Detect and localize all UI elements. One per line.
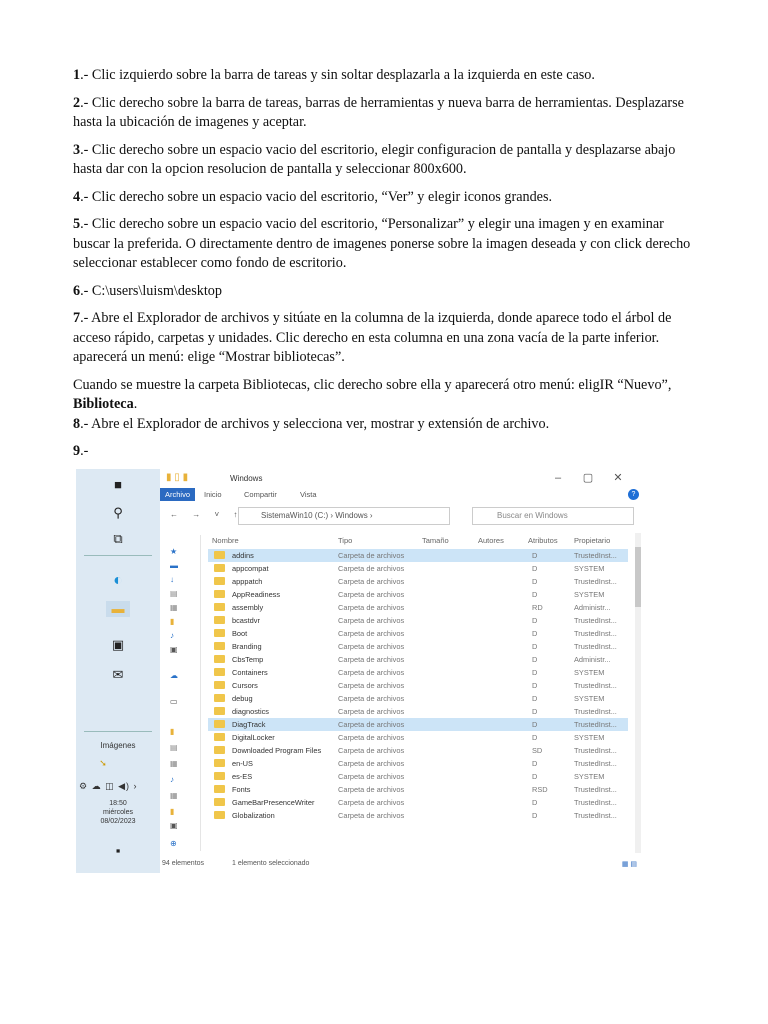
file-type: Carpeta de archivos — [338, 590, 405, 599]
folder-icon: ▮ ▯ ▮ — [166, 472, 189, 483]
file-row — [208, 575, 628, 588]
start-icon: ■ — [114, 477, 122, 492]
step-3 — [73, 141, 703, 180]
taskbar-divider — [84, 555, 152, 556]
notification-icon: ▪ — [115, 843, 121, 858]
tab-archivo: Archivo — [160, 488, 195, 501]
file-row — [208, 705, 628, 718]
vertical-scrollbar — [635, 533, 641, 853]
file-attributes: D — [532, 668, 538, 677]
file-list — [208, 549, 628, 822]
file-owner: TrustedInst... — [574, 616, 617, 625]
folder-icon — [214, 577, 225, 585]
folder-icon — [214, 590, 225, 598]
music-icon: ♪ — [170, 775, 174, 784]
folder-icon — [214, 629, 225, 637]
file-name: Downloaded Program Files — [232, 746, 322, 755]
file-owner: TrustedInst... — [574, 577, 617, 586]
folder-icon — [214, 707, 225, 715]
file-row — [208, 679, 628, 692]
file-attributes: D — [532, 759, 538, 768]
file-attributes: D — [532, 590, 538, 599]
step-2 — [73, 94, 703, 133]
file-owner: SYSTEM — [574, 590, 605, 599]
file-name: assembly — [232, 603, 264, 612]
file-name: es-ES — [232, 772, 253, 781]
file-name: diagnostics — [232, 707, 269, 716]
file-name: en-US — [232, 759, 253, 768]
step-7 — [73, 309, 703, 368]
step-number: 1 — [73, 67, 81, 83]
documents-icon: ▤ — [170, 743, 178, 752]
navigation-pane — [160, 535, 201, 851]
scrollbar-thumb — [635, 547, 641, 607]
note-bold: Biblioteca — [73, 396, 134, 412]
file-owner: TrustedInst... — [574, 720, 617, 729]
minimize-icon: – — [554, 472, 562, 484]
file-owner: TrustedInst... — [574, 642, 617, 651]
file-name: addins — [232, 551, 254, 560]
edge-icon: ◐ — [113, 572, 123, 589]
task-view-icon: ⧉ — [113, 531, 123, 546]
file-type: Carpeta de archivos — [338, 811, 405, 820]
file-type: Carpeta de archivos — [338, 551, 405, 560]
file-attributes: RSD — [532, 785, 548, 794]
file-row — [208, 731, 628, 744]
file-attributes: D — [532, 733, 538, 742]
folder-icon — [214, 759, 225, 767]
ribbon-tabs — [160, 487, 643, 503]
close-icon: ✕ — [613, 472, 623, 484]
step-number: 2 — [73, 94, 81, 111]
file-row — [208, 757, 628, 770]
view-toggle-icon: ▦ ▤ — [621, 861, 637, 868]
file-row — [208, 809, 628, 822]
file-type: Carpeta de archivos — [338, 655, 405, 664]
help-icon: ? — [628, 489, 639, 500]
file-type: Carpeta de archivos — [338, 564, 405, 573]
nav-arrows-icon: ← → ˅ ↑ — [170, 510, 244, 519]
step-text: .- Clic derecho sobre la barra de tareas, barras de herramientas y nueva barra de herramientas. Desplazarse hasta la ubicación de imagenes y aceptar. — [73, 94, 684, 130]
search-icon: ⚲ — [113, 505, 123, 520]
window-controls — [543, 471, 633, 484]
file-row — [208, 744, 628, 757]
file-owner: TrustedInst... — [574, 551, 617, 560]
step-number: 6 — [73, 282, 81, 299]
clock-date: 08/02/2023 — [100, 818, 136, 825]
file-type: Carpeta de archivos — [338, 694, 405, 703]
file-type: Carpeta de archivos — [338, 759, 405, 768]
file-type: Carpeta de archivos — [338, 785, 405, 794]
file-name: Globalization — [232, 811, 275, 820]
file-attributes: D — [532, 551, 538, 560]
file-name: Containers — [232, 668, 268, 677]
folder-icon — [214, 564, 225, 572]
note-end: . — [133, 396, 138, 412]
store-icon: ▣ — [111, 637, 125, 652]
step-9 — [73, 442, 703, 462]
column-header-type: Tipo — [338, 536, 353, 545]
file-attributes: D — [532, 694, 538, 703]
file-type: Carpeta de archivos — [338, 681, 405, 690]
clock-day: miércoles — [103, 809, 133, 816]
document-body — [73, 66, 703, 470]
folder-icon — [214, 733, 225, 741]
file-owner: SYSTEM — [574, 733, 605, 742]
file-attributes: SD — [532, 746, 543, 755]
pictures-icon: ▦ — [170, 603, 178, 612]
music-icon: ♪ — [170, 631, 174, 640]
taskbar-divider — [84, 731, 152, 732]
column-header-owner: Propietario — [574, 536, 611, 545]
step-text: .- — [80, 443, 89, 459]
file-row — [208, 666, 628, 679]
file-attributes: D — [532, 642, 538, 651]
step-number: 3 — [73, 141, 81, 158]
file-owner: TrustedInst... — [574, 746, 617, 755]
file-owner: Administr... — [574, 603, 611, 612]
file-owner: TrustedInst... — [574, 681, 617, 690]
step-number: 9 — [73, 443, 81, 459]
file-attributes: D — [532, 707, 538, 716]
file-owner: SYSTEM — [574, 694, 605, 703]
file-owner: Administr... — [574, 655, 611, 664]
column-headers — [208, 533, 628, 547]
column-header-attributes: Atributos — [528, 536, 558, 545]
step-number: 8 — [73, 415, 81, 432]
step-text: .- Clic derecho sobre un espacio vacio del escritorio, “Personalizar” y elegir una imagen y en examinar buscar la preferida. O directamente dentro de imagenes ponerse sobre la imagen deseada y con click derecho seleccionar establecer como fondo de escritorio. — [73, 216, 691, 271]
address-bar — [238, 507, 450, 525]
file-name: apppatch — [232, 577, 263, 586]
libraries-icon: ▮ — [170, 727, 175, 736]
folder-icon — [214, 694, 225, 702]
file-attributes: D — [532, 564, 538, 573]
step-number: 5 — [73, 216, 81, 232]
file-attributes: D — [532, 577, 538, 586]
videos-icon: ▣ — [170, 645, 178, 654]
file-type: Carpeta de archivos — [338, 668, 405, 677]
step-text: .- C:\users\luism\desktop — [80, 282, 222, 299]
file-type: Carpeta de archivos — [338, 746, 405, 755]
file-row — [208, 640, 628, 653]
folder-icon — [214, 811, 225, 819]
file-owner: SYSTEM — [574, 564, 605, 573]
toolbar-label: Imágenes — [100, 741, 136, 750]
taskbar — [76, 469, 160, 873]
file-attributes: D — [532, 772, 538, 781]
step-5 — [73, 215, 703, 274]
file-name: AppReadiness — [232, 590, 281, 599]
file-type: Carpeta de archivos — [338, 798, 405, 807]
step-text: .- Abre el Explorador de archivos y sitúate en la columna de la izquierda, donde aparece todo el árbol de acceso rápido, carpetas y unidades. Clic derecho en esta columna en una zona vacía de la parte inferior. aparecerá un menú: elige “Mostrar bibliotecas”. — [73, 310, 672, 365]
file-name: bcastdvr — [232, 616, 260, 625]
window-title: Windows — [230, 474, 263, 483]
mail-icon: ✉ — [112, 667, 124, 682]
clock-time: 18:50 — [109, 800, 127, 807]
file-row — [208, 692, 628, 705]
file-name: DigitalLocker — [232, 733, 275, 742]
folder-icon — [214, 798, 225, 806]
column-header-size: Tamaño — [422, 536, 449, 545]
file-row — [208, 549, 628, 562]
file-row — [208, 783, 628, 796]
file-attributes: D — [532, 720, 538, 729]
folder-icon — [214, 772, 225, 780]
status-item-count: 94 elementos — [162, 860, 205, 867]
folder-icon: ▮ — [170, 617, 175, 626]
file-owner: TrustedInst... — [574, 707, 617, 716]
file-name: CbsTemp — [232, 655, 264, 664]
desktop-icon: ▬ — [170, 561, 178, 570]
file-type: Carpeta de archivos — [338, 577, 405, 586]
quick-access-icon: ★ — [170, 547, 178, 556]
file-type: Carpeta de archivos — [338, 772, 405, 781]
file-type: Carpeta de archivos — [338, 616, 405, 625]
search-placeholder: Buscar en Windows — [497, 511, 568, 520]
step-text: .- Clic derecho sobre un espacio vacio del escritorio, “Ver” y elegir iconos grandes. — [80, 188, 553, 205]
file-name: DiagTrack — [232, 720, 266, 729]
tab-vista: Vista — [300, 490, 317, 499]
file-attributes: D — [532, 811, 538, 820]
step-text: .- Clic derecho sobre un espacio vacio del escritorio, elegir configuracion de pantalla y desplazarse abajo hasta dar con la opcion resolucion de pantalla y seleccionar 800x600. — [73, 141, 676, 177]
file-owner: TrustedInst... — [574, 759, 617, 768]
file-attributes: D — [532, 629, 538, 638]
folder-icon — [214, 720, 225, 728]
step-4 — [73, 188, 703, 208]
step-text: .- Abre el Explorador de archivos y selecciona ver, mostrar y extensión de archivo. — [80, 415, 550, 432]
file-type: Carpeta de archivos — [338, 707, 405, 716]
note-text: Cuando se muestre la carpeta Bibliotecas, clic derecho sobre ella y aparecerá otro menú: eligIR “Nuevo”, — [73, 376, 672, 393]
file-row — [208, 653, 628, 666]
file-owner: TrustedInst... — [574, 629, 617, 638]
maximize-icon: ▢ — [582, 472, 594, 484]
documents-icon: ▤ — [170, 589, 178, 598]
file-name: Cursors — [232, 681, 258, 690]
file-name: Boot — [232, 629, 248, 638]
network-icon: ⊕ — [170, 839, 177, 848]
bibliotecas-note — [73, 376, 703, 415]
step-text: .- Clic izquierdo sobre la barra de tareas y sin soltar desplazarla a la izquierda en este caso. — [80, 67, 595, 83]
folder-icon — [214, 616, 225, 624]
file-type: Carpeta de archivos — [338, 720, 405, 729]
explorer-screenshot — [76, 469, 643, 873]
address-row — [160, 505, 643, 527]
pictures-icon: ▦ — [170, 759, 178, 768]
file-row — [208, 562, 628, 575]
file-row — [208, 796, 628, 809]
folder-icon — [214, 746, 225, 754]
status-selection: 1 elemento seleccionado — [232, 860, 310, 867]
this-pc-icon: ▭ — [170, 697, 178, 706]
tab-compartir: Compartir — [244, 490, 277, 499]
title-bar — [160, 469, 643, 487]
file-name: debug — [232, 694, 253, 703]
pictures-icon: ▦ — [170, 791, 178, 800]
file-attributes: D — [532, 798, 538, 807]
file-explorer-icon: ▬ — [106, 601, 130, 617]
folder-icon — [214, 668, 225, 676]
videos-icon: ▣ — [170, 821, 178, 830]
tab-inicio: Inicio — [204, 490, 222, 499]
step-1 — [73, 66, 703, 86]
folder-icon — [214, 642, 225, 650]
file-name: GameBarPresenceWriter — [232, 798, 315, 807]
file-row — [208, 588, 628, 601]
folder-icon: ▮ — [170, 807, 175, 816]
file-type: Carpeta de archivos — [338, 642, 405, 651]
file-owner: TrustedInst... — [574, 798, 617, 807]
file-row — [208, 718, 628, 731]
search-box — [472, 507, 634, 525]
file-attributes: D — [532, 681, 538, 690]
file-name: Branding — [232, 642, 262, 651]
file-attributes: D — [532, 655, 538, 664]
column-header-authors: Autores — [478, 536, 504, 545]
system-tray-icons: ⚙ ☁ ◫ ◀) › — [79, 781, 138, 791]
file-row — [208, 601, 628, 614]
file-attributes: D — [532, 616, 538, 625]
folder-icon — [214, 655, 225, 663]
step-6 — [73, 282, 703, 302]
explorer-window — [160, 469, 643, 873]
column-header-name: Nombre — [212, 536, 239, 545]
address-path: SistemaWin10 (C:) › Windows › — [261, 511, 373, 520]
file-owner: TrustedInst... — [574, 811, 617, 820]
file-name: Fonts — [232, 785, 251, 794]
file-owner: SYSTEM — [574, 772, 605, 781]
folder-icon — [214, 681, 225, 689]
step-number: 7 — [73, 310, 81, 326]
file-row — [208, 770, 628, 783]
file-type: Carpeta de archivos — [338, 733, 405, 742]
onedrive-icon: ☁ — [170, 671, 178, 680]
file-name: appcompat — [232, 564, 269, 573]
status-bar — [160, 857, 643, 871]
file-attributes: RD — [532, 603, 543, 612]
file-owner: SYSTEM — [574, 668, 605, 677]
downloads-icon: ↓ — [170, 575, 174, 584]
folder-icon — [214, 785, 225, 793]
file-type: Carpeta de archivos — [338, 603, 405, 612]
toolbar-arrow-icon: ➘ — [99, 758, 107, 768]
file-row — [208, 627, 628, 640]
folder-icon — [214, 603, 225, 611]
folder-icon — [214, 551, 225, 559]
file-owner: TrustedInst... — [574, 785, 617, 794]
step-number: 4 — [73, 188, 81, 205]
file-row — [208, 614, 628, 627]
step-8 — [73, 415, 703, 435]
file-type: Carpeta de archivos — [338, 629, 405, 638]
